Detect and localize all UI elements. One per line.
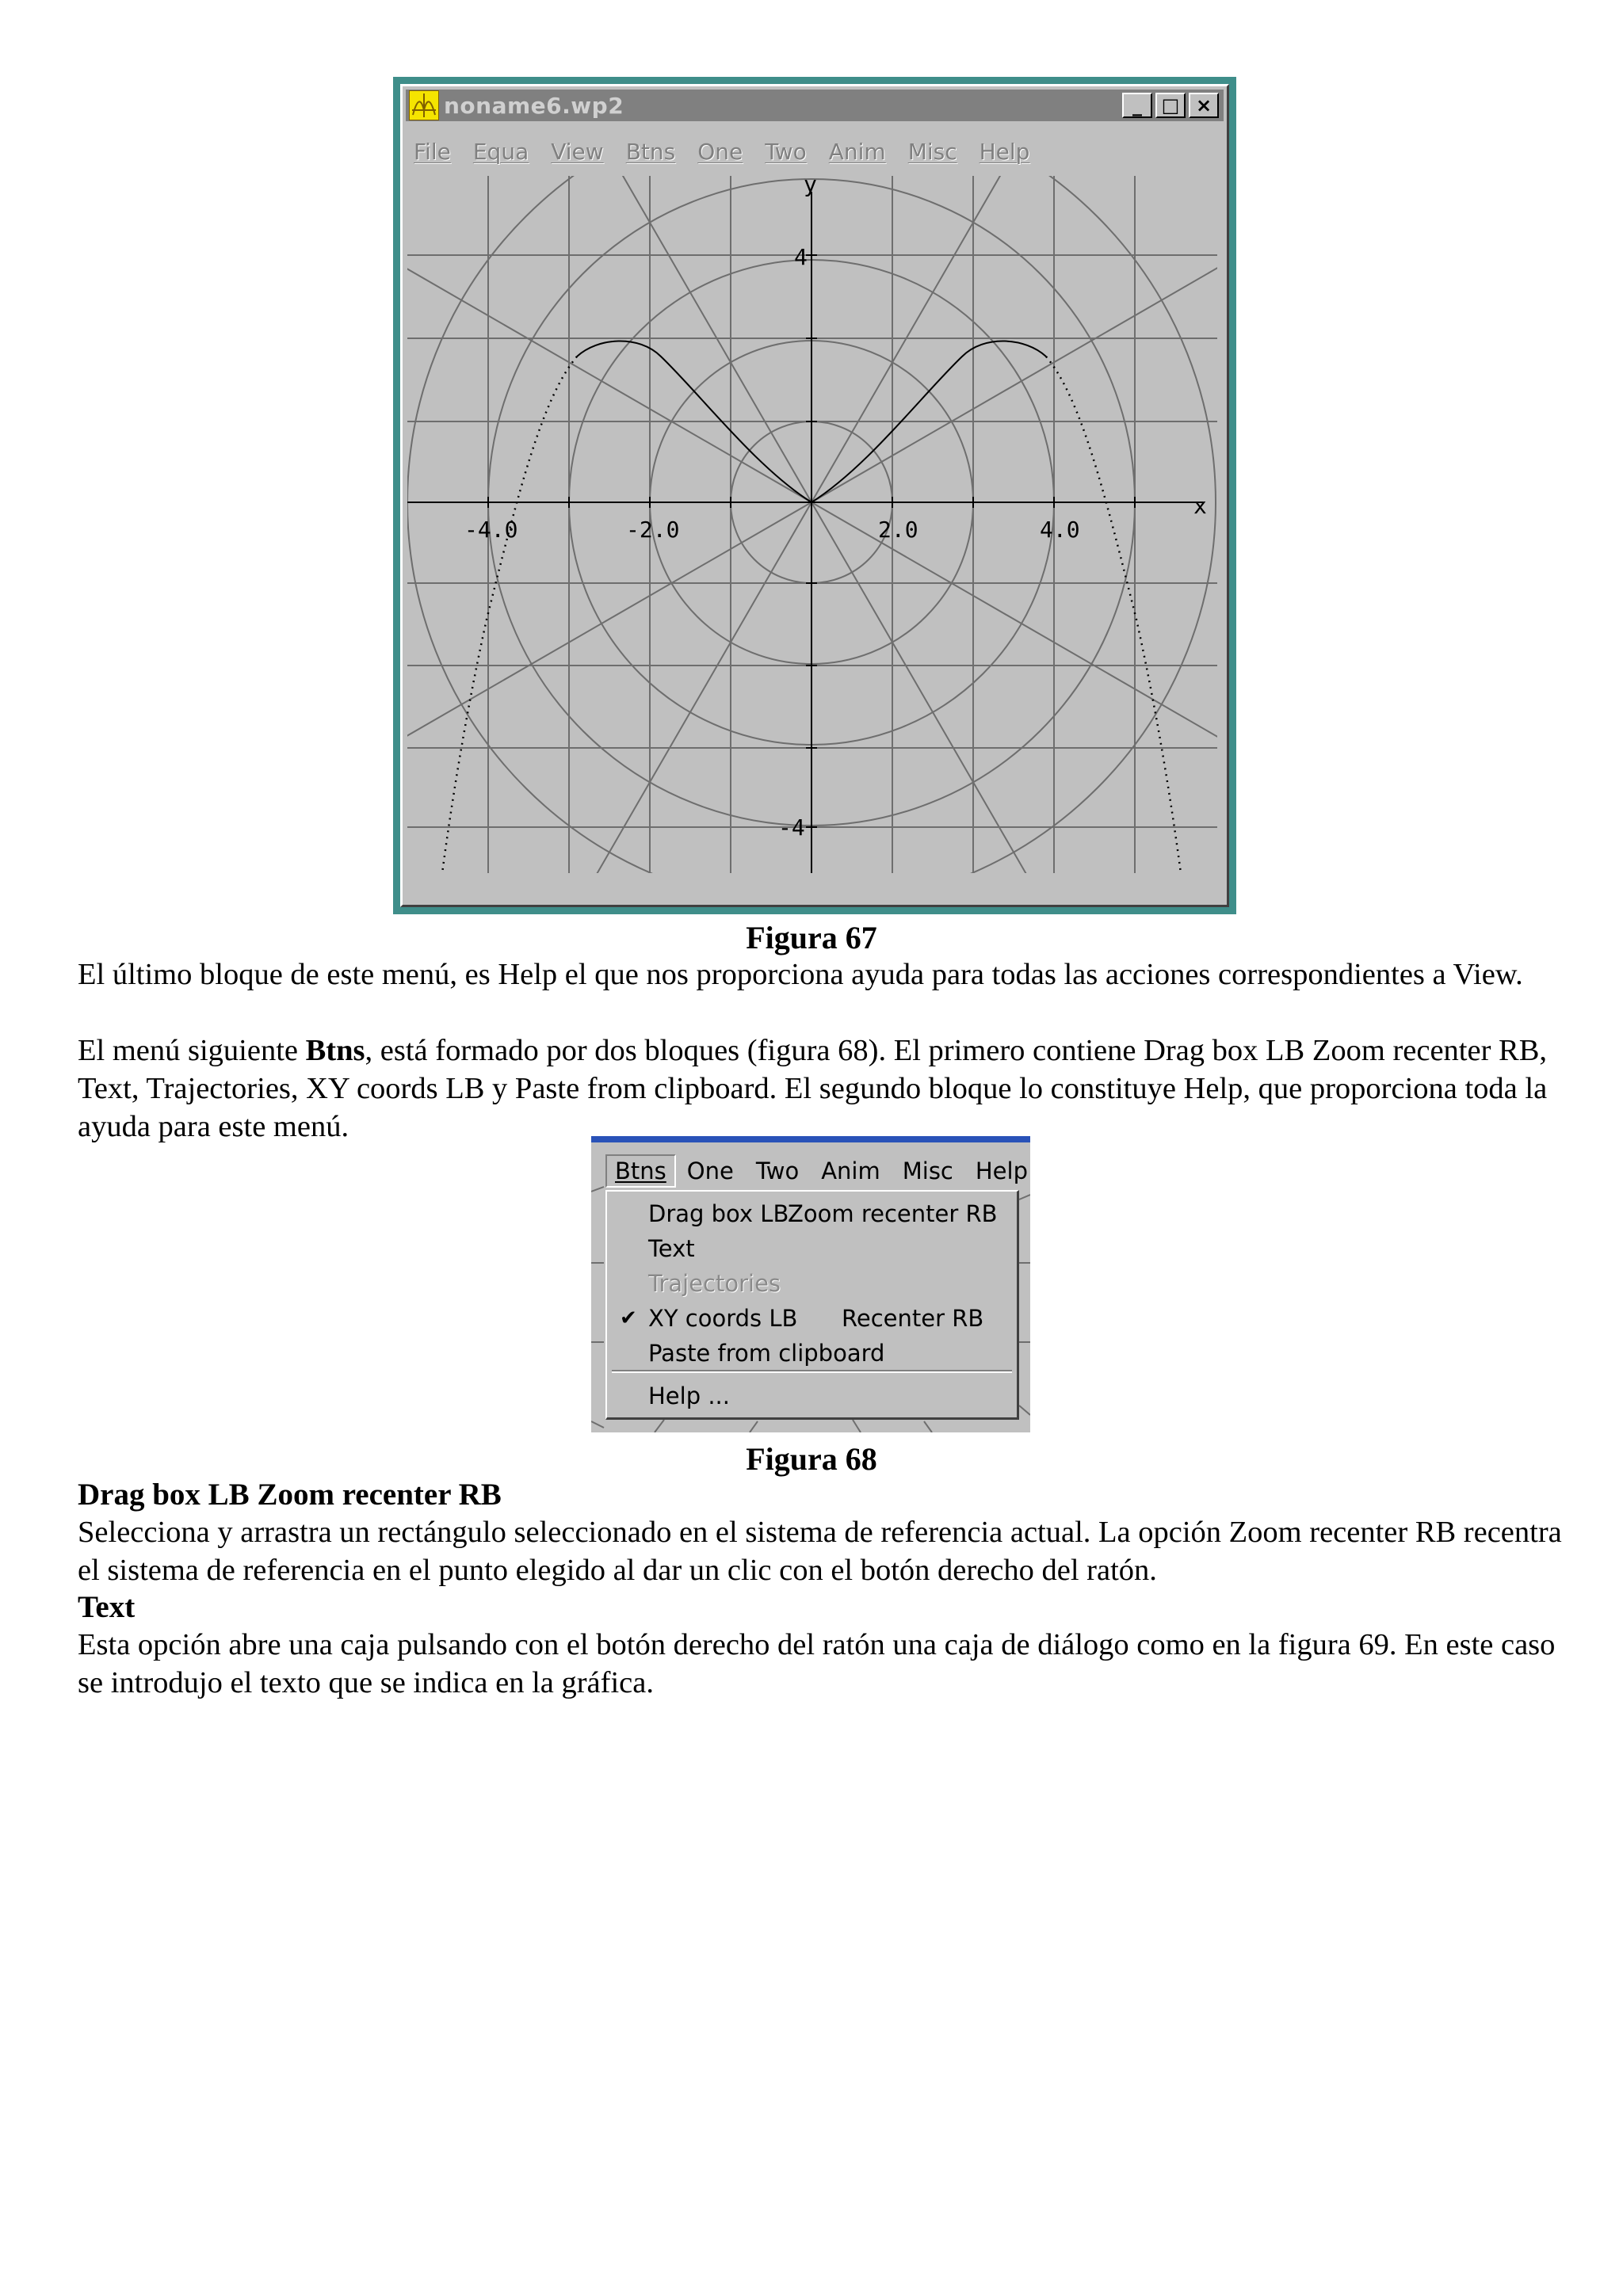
window-title: noname6.wp2 <box>444 92 624 119</box>
figure-68-caption: Figura 68 <box>746 1441 877 1477</box>
paragraph-help-view: El último bloque de este menú, es Help el que nos proporciona ayuda para todas las acciones correspondientes a View. <box>78 958 1523 991</box>
menu-one[interactable]: One <box>697 139 743 165</box>
menu-anim-label: Anim <box>821 1158 880 1184</box>
menu-view[interactable]: View <box>551 139 604 165</box>
title-bar[interactable] <box>406 90 1224 121</box>
y-axis-label: y <box>804 176 817 197</box>
close-button[interactable]: × <box>1189 93 1219 118</box>
menu-misc[interactable]: Misc <box>907 139 957 165</box>
menu-item-trajectories <box>607 1266 1017 1301</box>
x-tick-label: 2.0 <box>878 517 918 543</box>
menu-two-label: Two <box>755 1158 800 1184</box>
y-tick-label: -4 <box>778 814 805 841</box>
xy-coords-label: XY coords LB <box>648 1305 798 1332</box>
btns-dropdown-menu <box>605 1190 1019 1420</box>
app-icon[interactable] <box>409 90 439 120</box>
minimize-button[interactable]: _ <box>1122 93 1152 118</box>
text-label: Text <box>648 1235 695 1262</box>
menu-misc[interactable] <box>892 1154 964 1188</box>
paragraph-btns-pre: El menú siguiente <box>78 1034 306 1067</box>
trajectories-label: Trajectories <box>648 1270 781 1297</box>
paste-label: Paste from clipboard <box>648 1340 885 1367</box>
paragraph-text: Esta opción abre una caja pulsando con el botón derecho del ratón una caja de diálogo como en la figura 69. En este caso se introdujo el texto que se indica en la gráfica. <box>78 1628 1556 1699</box>
section-heading-text: Text <box>78 1590 136 1624</box>
menu-btns-open[interactable] <box>605 1154 676 1188</box>
menu-equa[interactable]: Equa <box>472 139 529 165</box>
menu-item-text[interactable] <box>607 1231 1017 1266</box>
y-tick-label: 4 <box>794 244 808 270</box>
menu-file[interactable]: File <box>414 139 451 165</box>
menu-btns[interactable]: Btns <box>625 139 676 165</box>
menu-item-paste[interactable] <box>607 1336 1017 1371</box>
check-mark-icon: ✔ <box>620 1306 637 1330</box>
menu-help-label: Help <box>975 1158 1028 1184</box>
plotted-curve-left-dotted <box>442 357 577 873</box>
polar-graph[interactable] <box>407 176 1217 873</box>
section-heading-drag-box: Drag box LB Zoom recenter RB <box>78 1478 502 1512</box>
x-tick-label: 4.0 <box>1040 517 1080 543</box>
menu-anim[interactable]: Anim <box>828 139 886 165</box>
menu-item-help[interactable] <box>607 1379 1017 1413</box>
menu-help[interactable] <box>964 1154 1030 1188</box>
figure-67-window <box>393 77 1236 914</box>
maximize-button[interactable]: □ <box>1155 93 1186 118</box>
paragraph-btns-post: , está formado por dos bloques (figura 68). El primero contiene Drag box LB Zoom recenter RB, Text, Trajectories, XY coords LB y Paste from clipboard. El segundo bloque lo constituye Help, que proporciona toda la ayuda para este menú. <box>78 1034 1548 1143</box>
axes <box>407 192 1203 873</box>
help-label: Help ... <box>648 1383 730 1409</box>
x-tick-label: -2.0 <box>626 517 680 543</box>
drag-box-label: Drag box LB <box>648 1200 789 1227</box>
menu-help[interactable]: Help <box>979 139 1030 165</box>
recenter-label: Recenter RB <box>842 1305 984 1332</box>
menu-misc-label: Misc <box>902 1158 953 1184</box>
plotted-curve-right-dotted <box>1046 357 1181 873</box>
menu-bar <box>414 139 1222 170</box>
paragraph-drag-box: Selecciona y arrastra un rectángulo seleccionado en el sistema de referencia actual. La opción Zoom recenter RB recentra el sistema de referencia en el punto elegido al dar un clic con el botón derecho del ratón. <box>78 1516 1562 1587</box>
menu-one-label: One <box>686 1158 734 1184</box>
x-tick-label: -4.0 <box>464 517 518 543</box>
menu-bar <box>605 1152 1030 1190</box>
menu-two[interactable] <box>745 1154 810 1188</box>
paragraph-btns-bold: Btns <box>305 1034 365 1067</box>
menu-one[interactable] <box>676 1154 745 1188</box>
menu-two[interactable]: Two <box>765 139 807 165</box>
menu-btns-label: Btns <box>615 1158 666 1184</box>
paragraph-btns-menu <box>78 1032 1568 1146</box>
menu-item-drag-box[interactable] <box>607 1196 1017 1231</box>
figure-67-caption: Figura 67 <box>746 920 877 955</box>
zoom-recenter-label: Zoom recenter RB <box>788 1200 998 1227</box>
window-body <box>400 84 1229 907</box>
menu-item-xy-coords[interactable] <box>607 1301 1017 1336</box>
menu-separator <box>612 1370 1012 1373</box>
figure-68-menu-screenshot <box>591 1136 1030 1432</box>
menu-anim[interactable] <box>810 1154 892 1188</box>
x-axis-label: x <box>1193 493 1207 519</box>
